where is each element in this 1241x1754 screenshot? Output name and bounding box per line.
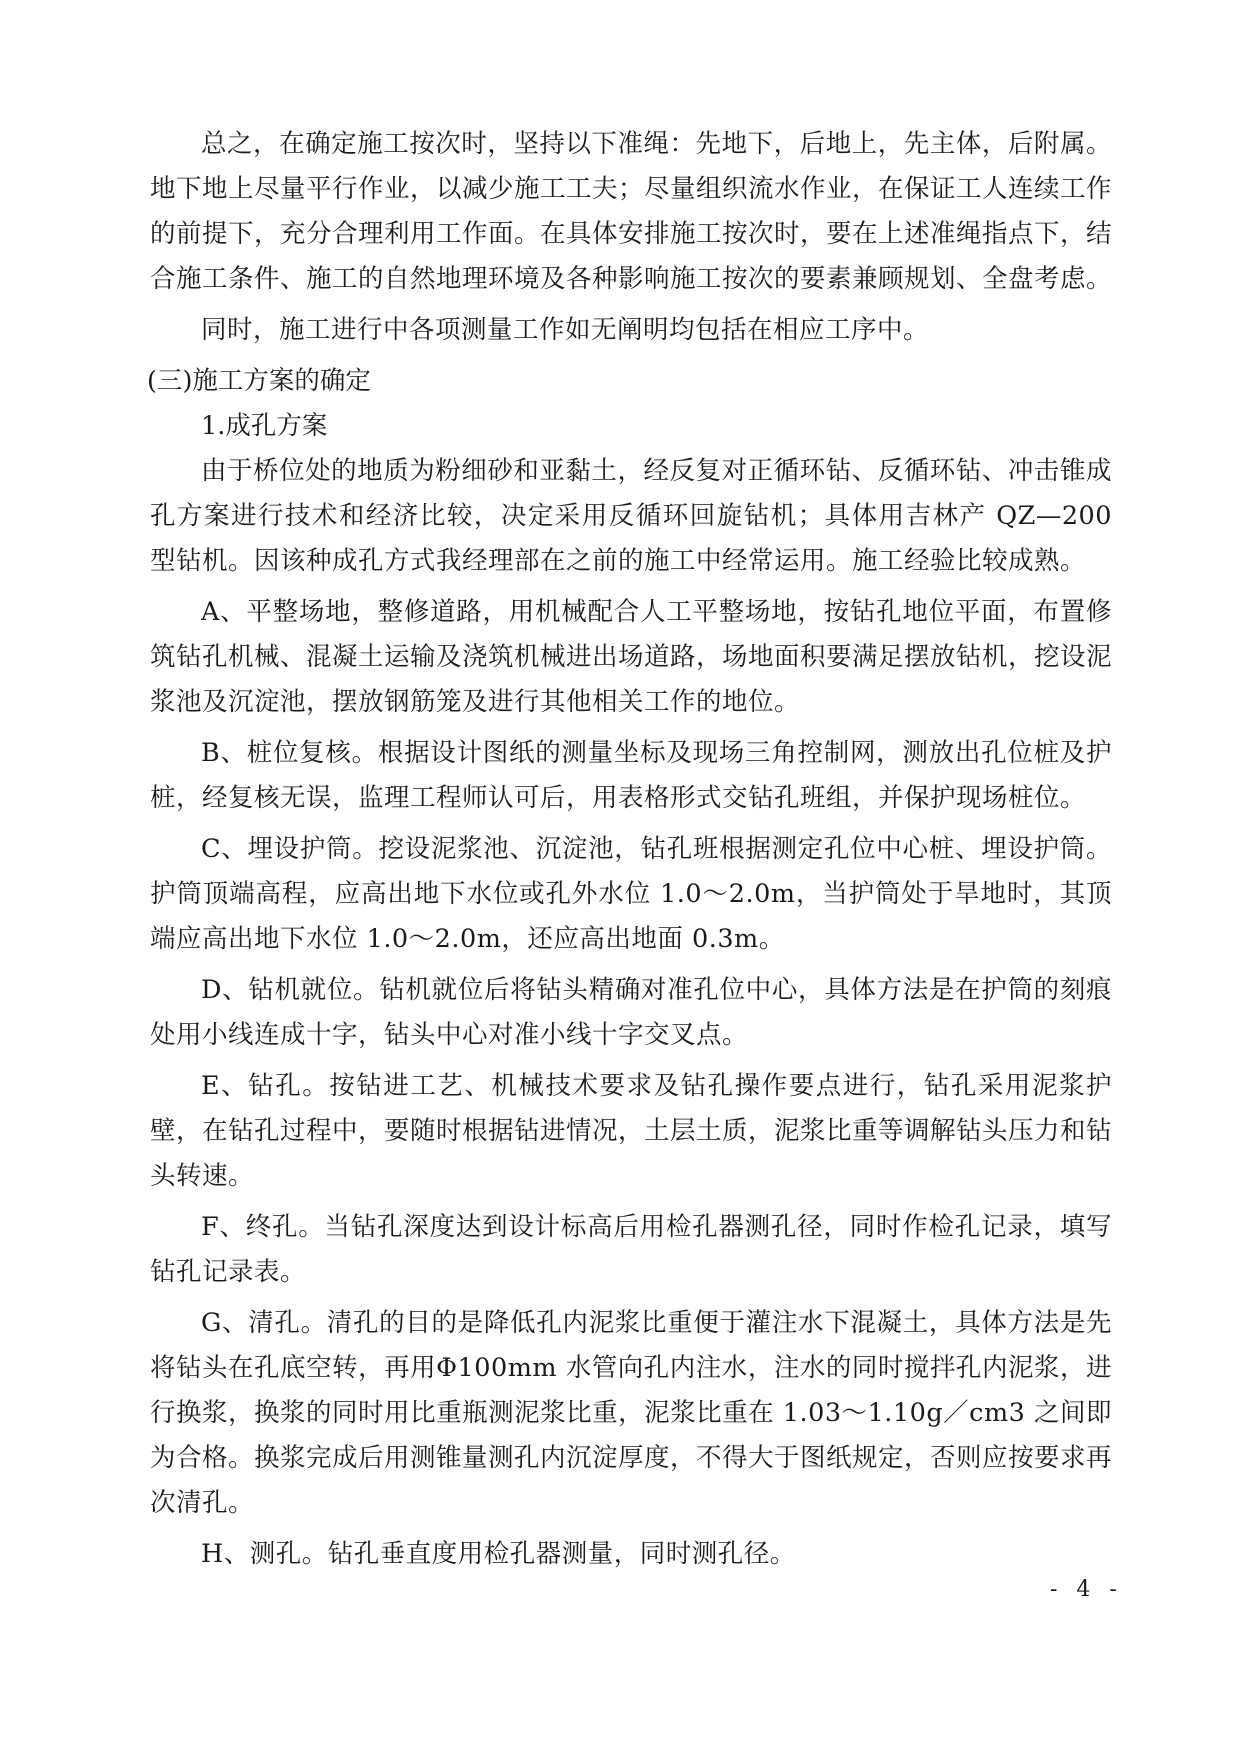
paragraph-drilling-method: 由于桥位处的地质为粉细砂和亚黏土，经反复对正循环钻、反循环钻、冲击锥成孔方案进行技术和经济比较，决定采用反循环回旋钻机；具体用吉林产 QZ—200 型钻机。因该种成孔方式我经理部在之前的施工中经常运用。施工经验比较成熟。 [150, 456, 1112, 576]
paragraph-survey-work: 同时，施工进行中各项测量工作如无阐明均包括在相应工序中。 [201, 315, 930, 345]
paragraph-step-f: F、终孔。当钻孔深度达到设计标高后用检孔器测孔径，同时作检孔记录，填写钻孔记录表。 [150, 1212, 1112, 1287]
paragraph-construction-order: 总之，在确定施工按次时，坚持以下准绳：先地下，后地上，先主体，后附属。地下地上尽量平行作业，以减少施工工夫；尽量组织流水作业，在保证工人连续工作的前提下，充分合理利用工作面。在具体安排施工按次时，要在上述准绳指点下，结合施工条件、施工的自然地理环境及各种影响施工按次的要素兼顾规划、全盘考虑。 [150, 129, 1113, 294]
subsection-heading: 1.成孔方案 [201, 411, 328, 441]
document-page [147, 122, 1113, 1577]
paragraph-step-e: E、钻孔。按钻进工艺、机械技术要求及钻孔操作要点进行，钻孔采用泥浆护壁，在钻孔过程中，要随时根据钻进情况，土层土质，泥浆比重等调解钻头压力和钻头转速。 [150, 1071, 1113, 1191]
paragraph-step-h: H、测孔。钻孔垂直度用检孔器测量，同时测孔径。 [201, 1539, 796, 1569]
page-number: - 4 - [1050, 1577, 1123, 1602]
paragraph-step-c: C、埋设护筒。挖设泥浆池、沉淀池，钻孔班根据测定孔位中心桩、埋设护筒。护筒顶端高程，应高出地下水位或孔外水位 1.0～2.0m，当护筒处于旱地时，其顶端应高出地下水位 1.0～2.0m，还应高出地面 0.3m。 [150, 834, 1112, 954]
paragraph-step-d: D、钻机就位。钻机就位后将钻头精确对准孔位中心，具体方法是在护筒的刻痕处用小线连成十字，钻头中心对准小线十字交叉点。 [150, 975, 1112, 1050]
paragraph-step-b: B、桩位复核。根据设计图纸的测量坐标及现场三角控制网，测放出孔位桩及护桩，经复核无误，监理工程师认可后，用表格形式交钻孔班组，并保护现场桩位。 [150, 738, 1112, 813]
paragraph-step-a: A、平整场地，整修道路，用机械配合人工平整场地，按钻孔地位平面，布置修筑钻孔机械、混凝土运输及浇筑机械进出场道路，场地面积要满足摆放钻机，挖设泥浆池及沉淀池，摆放钢筋笼及进行其他相关工作的地位。 [150, 597, 1113, 717]
section-heading: (三)施工方案的确定 [147, 366, 371, 396]
paragraph-step-g: G、清孔。清孔的目的是降低孔内泥浆比重便于灌注水下混凝土，具体方法是先将钻头在孔底空转，再用Φ100mm 水管向孔内注水，注水的同时搅拌孔内泥浆，进行换浆，换浆的同时用比重瓶测泥浆比重，泥浆比重在 1.03～1.10g／cm3 之间即为合格。换浆完成后用测锥量测孔内沉淀厚度，不得大于图纸规定，否则应按要求再次清孔。 [150, 1308, 1113, 1518]
